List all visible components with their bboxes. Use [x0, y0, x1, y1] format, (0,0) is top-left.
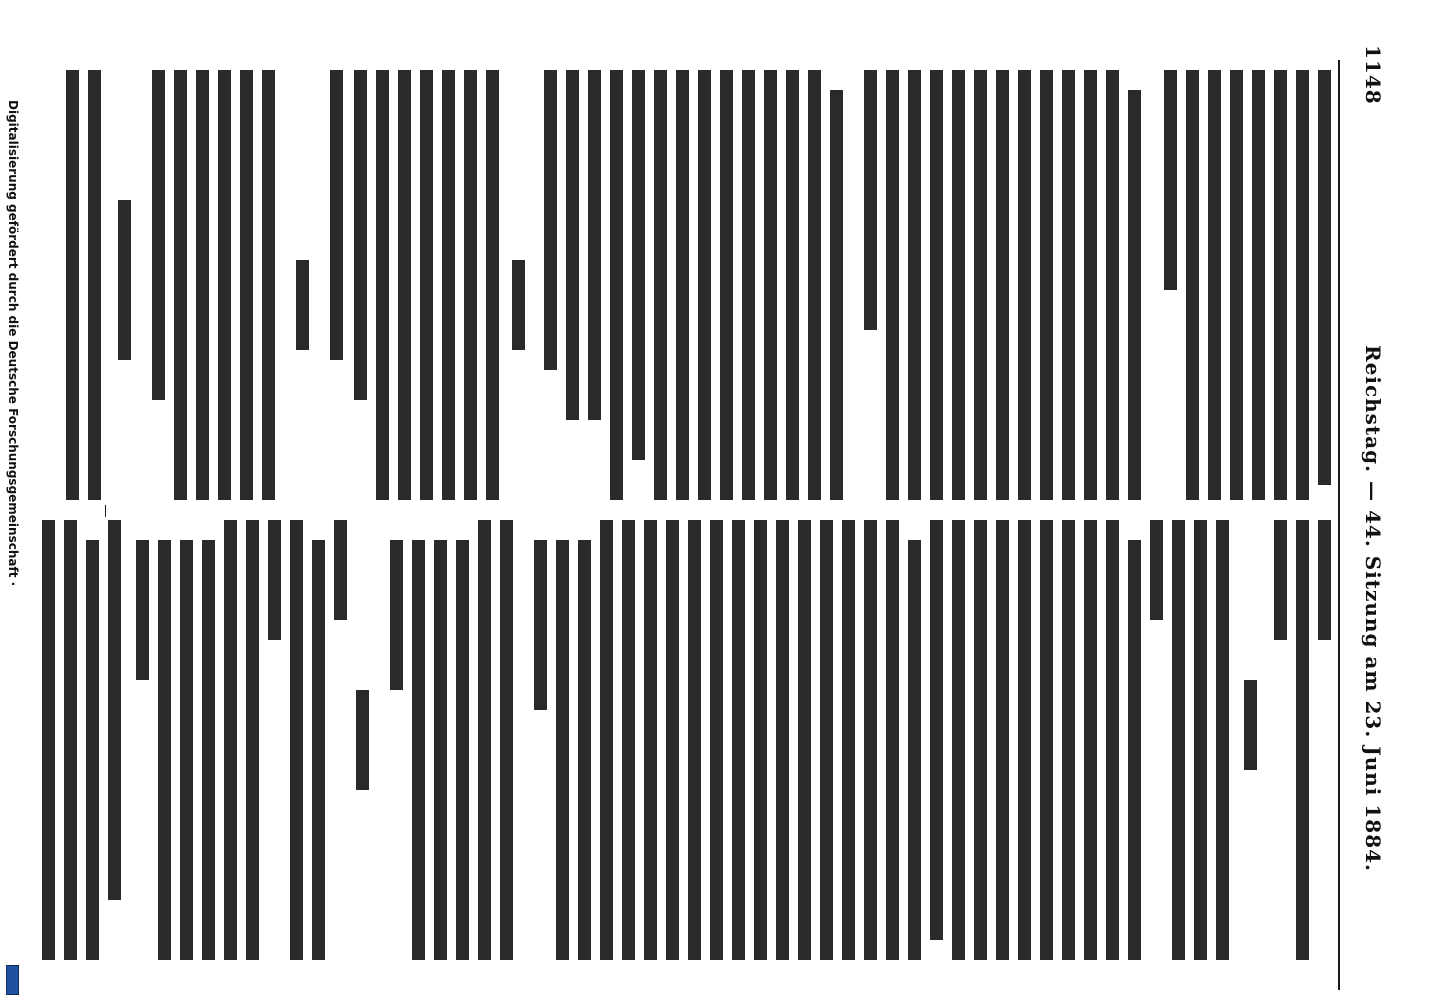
text-line [842, 520, 855, 960]
text-line [930, 70, 943, 500]
text-line [786, 70, 799, 500]
text-line [500, 520, 513, 960]
text-line [1062, 70, 1075, 500]
text-line [952, 70, 965, 500]
text-line [334, 520, 347, 620]
text-line [1128, 540, 1141, 960]
text-line [262, 70, 275, 500]
text-line [420, 70, 433, 500]
text-line [996, 70, 1009, 500]
text-line [1040, 70, 1053, 500]
text-line [296, 260, 309, 350]
text-line [108, 520, 121, 900]
text-line [152, 70, 165, 400]
text-line [1208, 70, 1221, 500]
text-line [158, 540, 171, 960]
text-line [1084, 70, 1097, 500]
text-line [1018, 70, 1031, 500]
text-line [456, 540, 469, 960]
page-header [1361, 45, 1391, 995]
text-line [1040, 520, 1053, 960]
text-line [556, 540, 569, 960]
text-line [330, 70, 343, 360]
text-line [412, 540, 425, 960]
text-line [830, 90, 843, 500]
text-line [218, 70, 231, 500]
text-line [1164, 70, 1177, 290]
text-line [1296, 520, 1309, 960]
text-line [666, 520, 679, 960]
text-line [808, 70, 821, 500]
text-line [996, 520, 1009, 960]
text-line [742, 70, 755, 500]
text-line [732, 520, 745, 960]
text-line [246, 520, 259, 960]
text-line [952, 520, 965, 960]
text-line [442, 70, 455, 500]
text-line [512, 260, 525, 350]
text-line [64, 520, 77, 960]
text-line [486, 70, 499, 500]
credit-text: Digitalisierung gefördert durch die Deutsche Forschungsgemeinschaft · [6, 100, 20, 587]
text-line [776, 520, 789, 960]
text-line [908, 540, 921, 960]
text-line [754, 520, 767, 960]
text-line [1318, 520, 1331, 640]
text-line [1216, 520, 1229, 960]
text-line [1128, 90, 1141, 500]
text-line [174, 70, 187, 500]
text-line [354, 70, 367, 400]
text-line [974, 70, 987, 500]
text-line [1172, 520, 1185, 960]
digitization-credit [0, 100, 22, 1000]
text-line [1084, 520, 1097, 960]
text-line [1186, 70, 1199, 500]
text-line [180, 540, 193, 960]
text-line [886, 70, 899, 500]
running-title: Reichstag. — 44. Sitzung am 23. Juni 1884. [1361, 345, 1385, 872]
text-line [1296, 70, 1309, 500]
dfg-logo-icon [6, 965, 19, 995]
text-line [974, 520, 987, 960]
text-line [710, 520, 723, 960]
text-line [1062, 520, 1075, 960]
text-line [118, 200, 131, 360]
text-line [544, 70, 557, 370]
text-line [610, 70, 623, 500]
text-line [66, 70, 79, 500]
text-line [202, 540, 215, 960]
text-line [196, 70, 209, 500]
text-line [240, 70, 253, 500]
text-line [86, 540, 99, 960]
text-line [676, 70, 689, 500]
text-line [622, 520, 635, 960]
text-line [578, 540, 591, 960]
text-line [136, 540, 149, 680]
text-line [908, 70, 921, 500]
text-line [1194, 520, 1207, 960]
text-line [1318, 70, 1331, 485]
text-line [42, 520, 55, 960]
text-line [434, 540, 447, 960]
text-line [1230, 70, 1243, 500]
text-line [588, 70, 601, 420]
text-line [88, 70, 101, 500]
column-divider [105, 505, 106, 517]
text-line [698, 70, 711, 500]
text-line [644, 520, 657, 960]
page-number: 1148 [1361, 45, 1385, 105]
text-line [464, 70, 477, 500]
text-line [864, 70, 877, 330]
text-line [390, 540, 403, 690]
text-line [632, 70, 645, 460]
text-line [566, 70, 579, 420]
text-line [688, 520, 701, 960]
text-line [1106, 70, 1119, 500]
text-line [654, 70, 667, 500]
text-line [398, 70, 411, 500]
text-line [356, 690, 369, 790]
text-line [224, 520, 237, 960]
text-line [376, 70, 389, 500]
text-line [764, 70, 777, 500]
text-line [798, 520, 811, 960]
text-line [312, 540, 325, 960]
text-line [600, 520, 613, 960]
text-line [534, 540, 547, 710]
text-line [720, 70, 733, 500]
text-line [1274, 520, 1287, 640]
text-line [1106, 520, 1119, 960]
text-line [1274, 70, 1287, 500]
header-rule [1338, 60, 1340, 990]
text-line [1018, 520, 1031, 960]
text-line [820, 520, 833, 960]
text-line [1252, 70, 1265, 500]
text-line [1244, 680, 1257, 770]
text-line [886, 520, 899, 960]
text-line [864, 520, 877, 960]
text-line [1150, 520, 1163, 620]
text-line [268, 520, 281, 640]
text-line [478, 520, 491, 960]
text-line [290, 520, 303, 960]
text-line [930, 520, 943, 940]
